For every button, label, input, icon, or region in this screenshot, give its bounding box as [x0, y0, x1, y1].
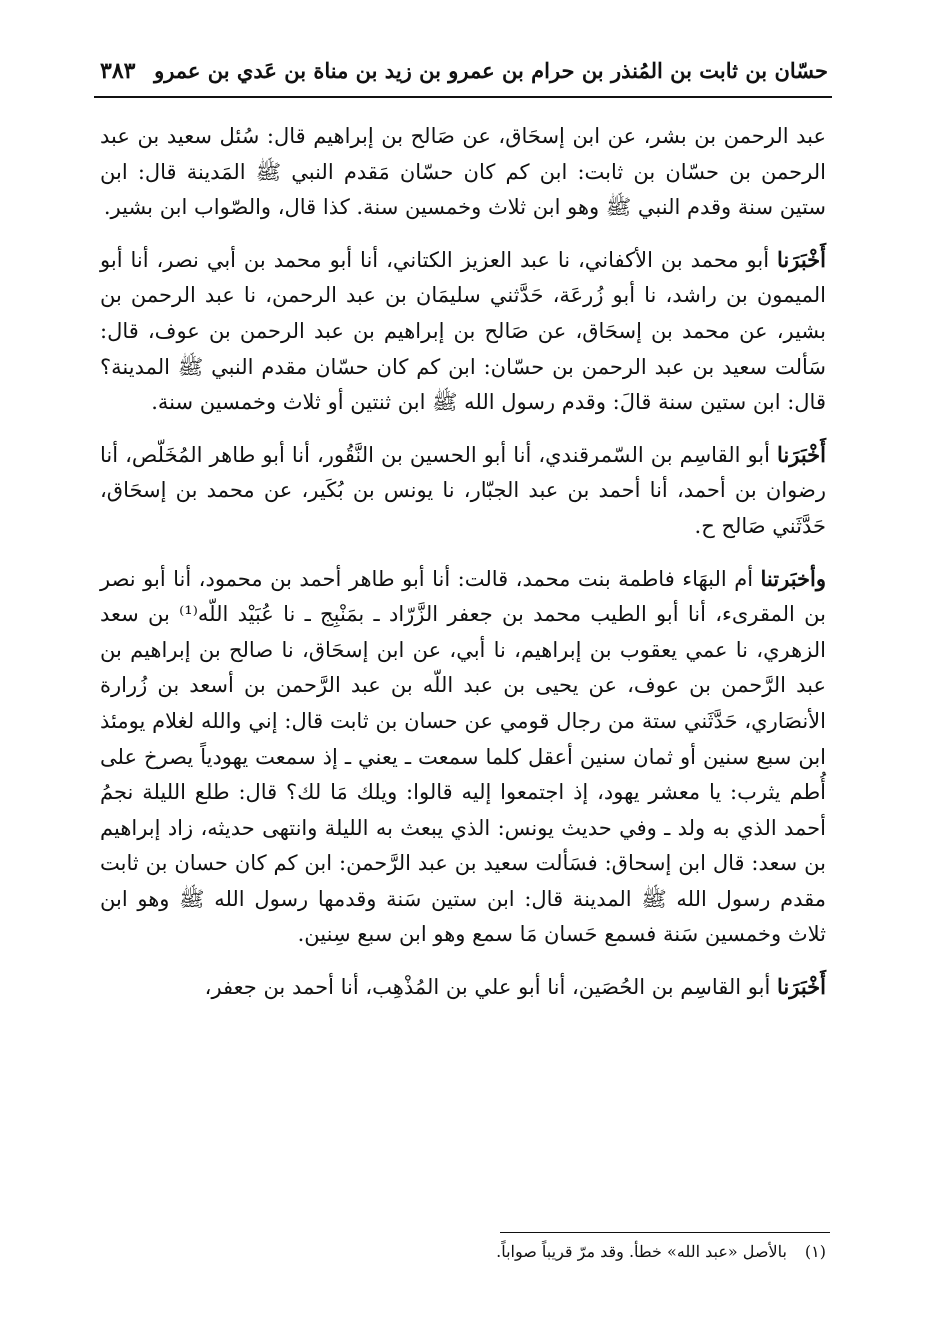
paragraph-4 — [100, 561, 826, 954]
footnote-divider — [500, 1232, 830, 1233]
main-text — [100, 118, 826, 1006]
paragraph-lead: أَخْبَرَنا — [777, 441, 826, 467]
paragraph-lead: أَخْبَرَنا — [777, 246, 826, 272]
paragraph-text: أبو القاسِم بن الحُصَين، أنا أبو علي بن المُذْهِب، أنا أحمد بن جعفر، — [204, 975, 778, 1000]
paragraph-2 — [100, 242, 826, 421]
paragraph-lead: أَخْبَرَنا — [777, 974, 826, 1000]
paragraph-text: أم البهَاء فاطمة بنت محمد، قالت: أنا أبو طاهر أحمد بن محمود، أنا أبو نصر بن المقرىء، أنا أبو الطيب محمد بن جعفر الزَّرّاد ـ بمَنْبِج ـ نا عُبَيْد اللّه⁽¹⁾ بن سعد الزهري، نا عمي يعقوب بن إبراهيم، نا أبي، عن ابن إسحَاق، نا صالح بن إبراهيم بن عبد الرَّحمن بن عوف، عن يحيى بن عبد اللّه بن عبد الرَّحمن بن أسعد بن زُرارة الأنصَاري، حَدَّثَني ستة من رجال قومي عن حسان بن ثابت قال: إني والله لغلام يومئذ ابن سبع سنين أو ثمان سنين أعقل كلما سمعت ـ يعني ـ إذ سمعت يهودياً يصرخ على أُطم يثرب: يا معشر يهود، إذ اجتمعوا إليه قالوا: ويلك مَا لك؟ قال: طلع الليلة نجمُ أحمد الذي به ولد ـ وفي حديث يونس: الذي يبعث به الليلة وانتهى حديثه، زاد إبراهيم بن سعد: قال ابن إسحاق: فسَألت سعيد بن عبد الرَّحمن: ابن كم كان حسان بن ثابت مقدم رسول الله ﷺ المدينة قال: ابن ستين سَنة وقدمها رسول الله ﷺ وهو ابن ثلاث وخمسين سَنة فسمع حَسان مَا سمع وهو ابن سبع سِنين. — [100, 566, 826, 947]
footnote — [100, 1240, 826, 1264]
page-number: ٣٨٣ — [100, 58, 136, 84]
running-header — [94, 52, 832, 98]
running-title: حسّان بن ثابت بن المُنذر بن حرام بن عمرو بن زيد بن مناة بن عَدي بن عمرو — [154, 58, 828, 83]
paragraph-1 — [100, 118, 826, 226]
paragraph-text: أبو القاسِم بن السّمرقندي، أنا أبو الحسين بن النَّقُور، أنا أبو طاهر المُخَلّص، أنا رضوان بن أحمد، أنا أحمد بن عبد الجبّار، نا يونس بن بُكَير، عن محمد بن إسحَاق، حَدَّثَني صَالح ح. — [100, 442, 826, 538]
paragraph-lead: وأخبَرتنا — [760, 565, 826, 591]
paragraph-5 — [100, 969, 826, 1006]
paragraph-text: أبو محمد بن الأكفاني، نا عبد العزيز الكتاني، أنا أبو محمد بن أبي نصر، أنا أبو الميمون بن راشد، نا أبو زُرعَة، حَدَّثني سليمَان بن عبد الرحمن، نا عبد الرحمن بن بشير، عن محمد بن إسحَاق، عن صَالح بن إبراهيم بن عبد الرحمن بن عوف، قال: سَألت سعيد بن عبد الرحمن بن حسّان: ابن كم كان حسّان مقدم النبي ﷺ المدينة؟ قال: ابن ستين سنة قالَ: وقدم رسول الله ﷺ ابن ثنتين أو ثلاث وخمسين سنة. — [100, 247, 826, 415]
paragraph-text: عبد الرحمن بن بشر، عن ابن إسحَاق، عن صَالح بن إبراهيم قال: سُئل سعيد بن عبد الرحمن بن حسّان بن ثابت: ابن كم كان حسّان مَقدم النبي ﷺ المَدينة قال: ابن ستين سنة وقدم النبي ﷺ وهو ابن ثلاث وخمسين سنة. كذا قال، والصّواب ابن بشير. — [100, 124, 826, 220]
paragraph-3 — [100, 437, 826, 545]
footnote-text: بالأصل «عبد الله» خطأ. وقد مرّ قريباً صواباً. — [496, 1242, 787, 1261]
footnote-number: (١) — [804, 1242, 826, 1261]
